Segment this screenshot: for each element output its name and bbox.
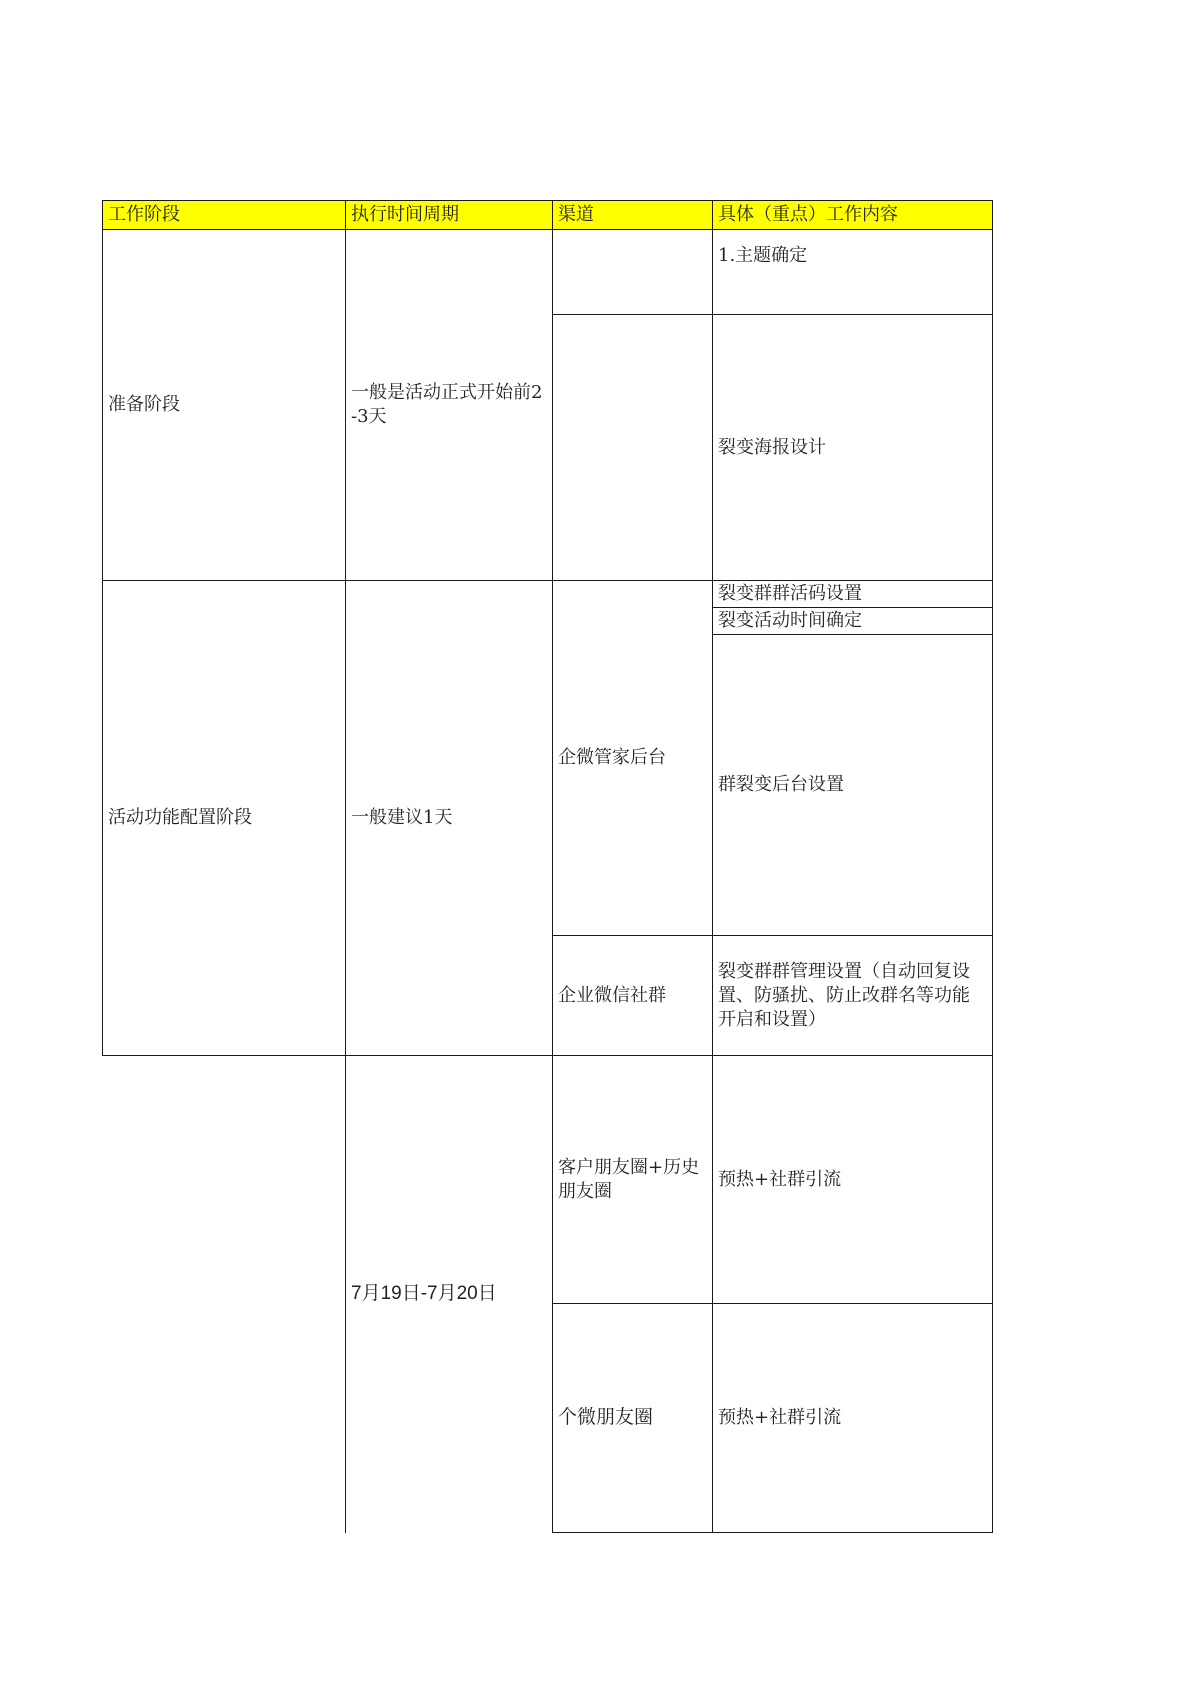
header-period: 执行时间周期	[346, 201, 553, 230]
channel-cell	[553, 315, 713, 581]
channel-cell: 个微朋友圈	[553, 1304, 713, 1533]
header-channel: 渠道	[553, 201, 713, 230]
period-cell: 一般是活动正式开始前2-3天	[346, 230, 553, 581]
content-cell: 裂变活动时间确定	[713, 608, 993, 635]
table-row	[103, 581, 993, 608]
stage-cell: 准备阶段	[103, 230, 346, 581]
channel-cell: 企微管家后台	[553, 581, 713, 936]
header-content: 具体（重点）工作内容	[713, 201, 993, 230]
work-schedule-table	[102, 200, 993, 1533]
content-cell: 1.主题确定	[713, 230, 993, 315]
stage-cell: 活动功能配置阶段	[103, 581, 346, 1056]
period-cell: 一般建议1天	[346, 581, 553, 1056]
content-cell: 裂变海报设计	[713, 315, 993, 581]
header-row	[103, 201, 993, 230]
content-cell: 裂变群群活码设置	[713, 581, 993, 608]
channel-cell	[553, 230, 713, 315]
table-row	[103, 1056, 993, 1304]
period-cell: 7月19日-7月20日	[346, 1056, 553, 1533]
content-cell: 群裂变后台设置	[713, 635, 993, 936]
table-row	[103, 230, 993, 315]
content-cell: 预热+社群引流	[713, 1056, 993, 1304]
content-cell: 裂变群群管理设置（自动回复设置、防骚扰、防止改群名等功能开启和设置）	[713, 936, 993, 1056]
content-cell: 预热+社群引流	[713, 1304, 993, 1533]
channel-cell: 客户朋友圈+历史朋友圈	[553, 1056, 713, 1304]
header-stage: 工作阶段	[103, 201, 346, 230]
stage-cell	[103, 1056, 346, 1533]
channel-cell: 企业微信社群	[553, 936, 713, 1056]
